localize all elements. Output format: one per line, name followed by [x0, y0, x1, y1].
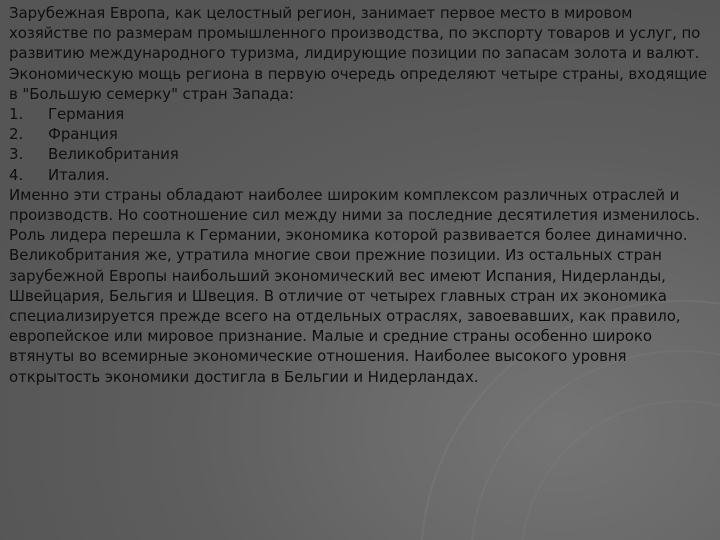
list-number: 4.	[9, 165, 24, 184]
list-number: 2.	[9, 125, 24, 144]
slide-text	[9, 3, 715, 387]
country-list	[9, 104, 715, 185]
list-item	[9, 144, 715, 164]
list-item	[9, 104, 715, 124]
list-label: Франция	[48, 125, 118, 144]
list-label: Германия	[48, 105, 125, 124]
intro-paragraph: Зарубежная Европа, как целостный регион, занимает первое место в мировом хозяйстве по размерам промышленного производства, по экспорту товаров и услуг, по развитию международного туризма, лидирующие позиции по запасам золота и валют. Экономическую мощь региона в первую очередь определяют четыре страны, входящие в "Большую семерку" стран Запада:	[9, 4, 708, 103]
list-label: Великобритания	[48, 145, 179, 164]
list-item	[9, 165, 715, 185]
list-number: 3.	[9, 145, 24, 164]
list-label: Италия.	[48, 165, 110, 184]
body-paragraph: Именно эти страны обладают наиболее широким комплексом различных отраслей и производств. Но соотношение сил между ними за последние десятилетия изменилось. Роль лидера перешла к Германии, экономика которой развивается более динамично. Великобритания же, утратила многие свои прежние позиции. Из остальных стран зарубежной Европы наибольший экономический вес имеют Испания, Нидерланды, Швейцария, Бельгия и Швеция. В отличие от четырех главных стран их экономика специализируется прежде всего на отдельных отраслях, завоевавших, как правило, европейское или мировое признание. Малые и средние страны особенно широко втянуты во всемирные экономические отношения. Наиболее высокого уровня открытость экономики достигла в Бельгии и Нидерландах.	[9, 185, 700, 386]
list-number: 1.	[9, 105, 24, 124]
list-item	[9, 124, 715, 144]
